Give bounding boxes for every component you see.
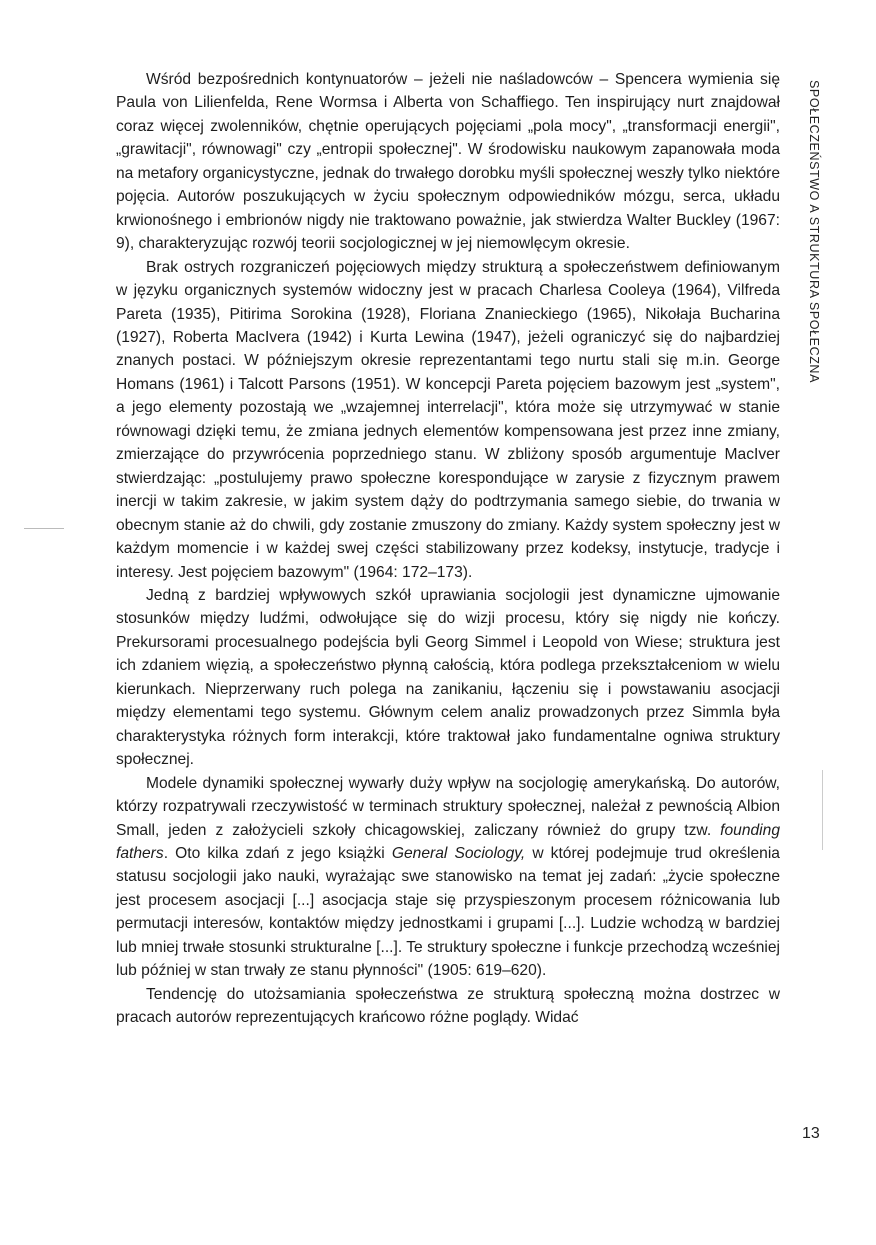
paragraph-1: Wśród bezpośrednich kontynuatorów – jeżeli nie naśladowców – Spencera wymienia się Paula von Lilienfelda, Rene Wormsa i Alberta von Schaffiego. Ten inspirujący nurt znajdował coraz więcej zwolenników, chętnie operujących pojęciami „pola mocy", „transformacji energii", „grawitacji", równowagi" czy „entropii społecznej". W środowisku naukowym zapanowała moda na metafory organicystyczne, jednak do trwałego dorobku myśli społecznej weszły tylko niektóre pojęcia. Autorów poszukujących w życiu społecznym odpowiedników mózgu, serca, układu krwionośnego i embrionów nigdy nie traktowano poważnie, jak stwierdza Walter Buckley (1967: 9), charakteryzując rozwój teorii socjologicznej w jej niemowlęcym okresie.	[116, 71, 780, 253]
paragraph-3: Jedną z bardziej wpływowych szkół uprawiania socjologii jest dynamiczne ujmowanie stosunków między ludźmi, odwołujące się do wizji procesu, który się nigdy nie kończy. Prekursorami procesualnego podejścia byli Georg Simmel i Leopold von Wiese; struktura jest ich zdaniem więzią, a społeczeństwo płynną całością, która podlega przekształceniom w wielu kierunkach. Nieprzerwany ruch polega na zanikaniu, łączeniu się i powstawaniu asocjacji między elementami tego systemu. Głównym celem analiz prowadzonych przez Simmla była charakterystyka różnych form interakcji, które traktował jako fundamentalne ogniwa struktury społecznej.	[116, 586, 780, 769]
page-number: 13	[802, 1125, 820, 1142]
scan-speck	[24, 528, 64, 529]
paragraph-5: Tendencję do utożsamiania społeczeństwa ze strukturą społeczną można dostrzec w pracach autorów reprezentujących krańcowo różne poglądy. Widać	[116, 985, 780, 1027]
paragraph-4	[116, 772, 780, 983]
paragraph-4-text-a: Modele dynamiki społecznej wywarły duży wpływ na socjologię amerykańską. Do autorów, którzy rozpatrywali rzeczywistość w terminach struktury społecznej, należał z pewnością Albion Small, jeden z założycieli szkoły chicagowskiej, zaliczany również do grupy tzw.	[116, 774, 780, 839]
paragraph-4-text-b: . Oto kilka zdań z jego książki	[163, 844, 392, 862]
italic-founding-fathers: founding fathers	[116, 821, 780, 862]
paragraph-2: Brak ostrych rozgraniczeń pojęciowych między strukturą a społeczeństwem definiowanym w języku organicznych systemów widoczny jest w pracach Charlesa Cooleya (1964), Vilfreda Pareta (1935), Pitirima Sorokina (1928), Floriana Znanieckiego (1965), Nikołaja Bucharina (1927), Roberta MacIvera (1942) i Kurta Lewina (1947), jeżeli ograniczyć się do najbardziej znanych postaci. W późniejszym okresie reprezentantami tego nurtu stali się m.in. George Homans (1961) i Talcott Parsons (1951). W koncepcji Pareta pojęciem bazowym jest „system", a jego elementy pozostają we „wzajemnej interrelacji", która może się utrzymywać w stanie równowagi dzięki temu, że zmiana jednych elementów kompensowana jest przez inne zmiany, zmierzające do przywrócenia poprzedniego stanu. W zbliżony sposób argumentuje MacIver stwierdzając: „postulujemy prawo społeczne korespondujące w zarysie z fizycznym prawem inercji w takim zakresie, w jakim system dąży do podtrzymania samego siebie, do trwania w obecnym stanie aż do chwili, gdy zostanie zmuszony do zmiany. Każdy system społeczny jest w każdym momencie i w każdej swej części stabilizowany przez kodeksy, instytucje, tradycje i interesy. Jest pojęciem bazowym" (1964: 172–173).	[116, 258, 780, 581]
running-head: SPOŁECZEŃSTWO A STRUKTURA SPOŁECZNA	[807, 80, 821, 384]
paragraph-4-text-c: w której podejmuje trud określenia statusu socjologii jako nauki, wyrażając swe stanowisko na temat jej zadań: „życie społeczne jest procesem asocjacji [...] asocjacja staje się przyspieszonym procesem różnicowania lub permutacji interesów, kontaktów między jednostkami i grupami [...]. Ludzie wchodzą w bardziej lub mniej trwałe stosunki strukturalne [...]. Te struktury społeczne i funkcje przechodzą wcześniej lub później w stan trwały ze stanu płynności" (1905: 619–620).	[116, 844, 780, 980]
italic-book-title: General Sociology,	[391, 844, 526, 862]
scan-speck	[822, 770, 823, 850]
body-text	[116, 68, 780, 1030]
